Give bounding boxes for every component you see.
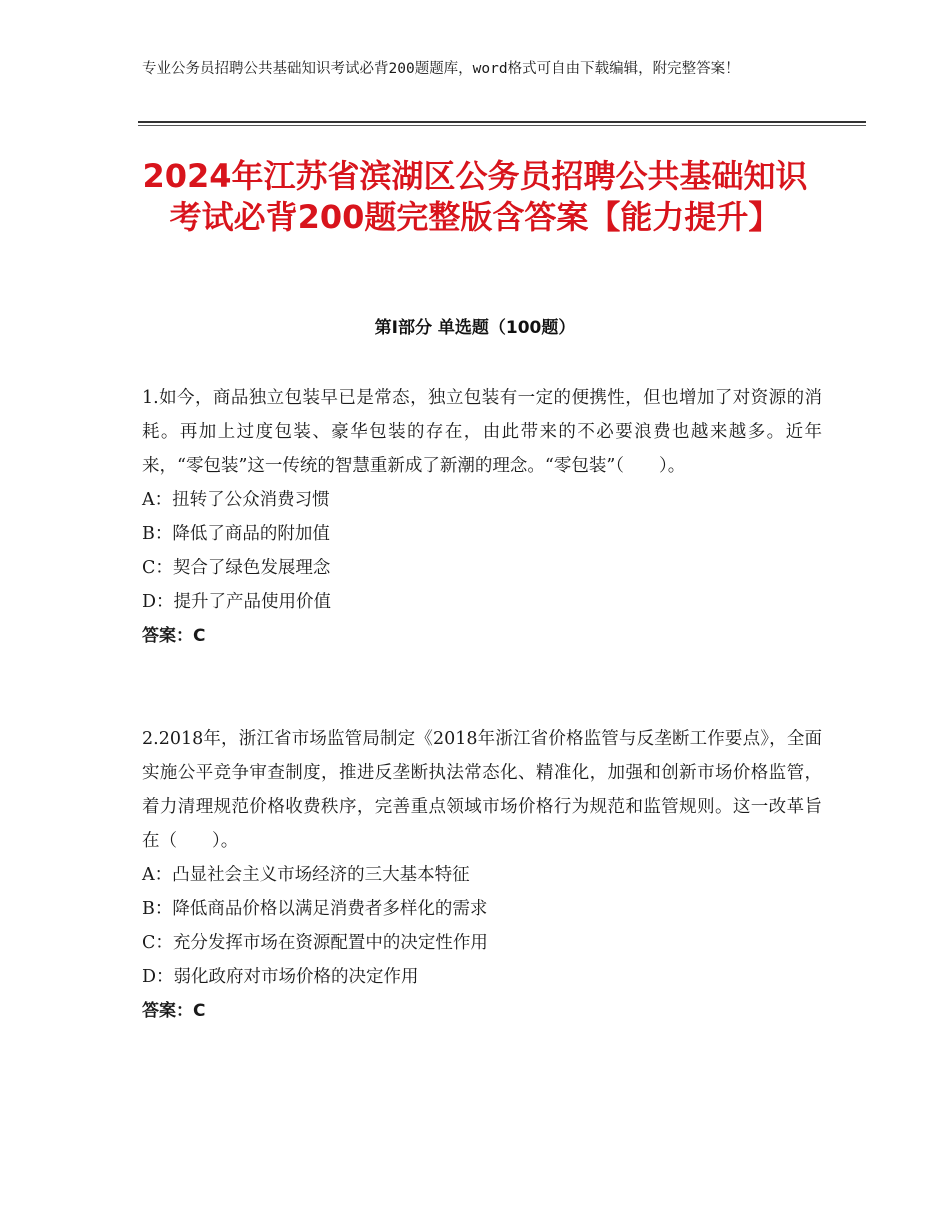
header-divider-thin (138, 125, 866, 126)
option-list (142, 858, 822, 994)
document-title: 2024年江苏省滨湖区公务员招聘公共基础知识考试必背200题完整版含答案【能力提升】 (142, 157, 808, 236)
question-stem: 2.2018年，浙江省市场监管局制定《2018年浙江省价格监管与反垄断工作要点》，全面实施公平竞争审查制度，推进反垄断执法常态化、精准化，加强和创新市场价格监管，着力清理规范价格收费秩序，完善重点领域市场价格行为规范和监管规则。这一改革旨在（ ）。 (142, 729, 822, 851)
option-b: B：降低了商品的附加值 (142, 524, 330, 544)
question-1 (142, 381, 822, 653)
header-divider (138, 121, 866, 123)
question-stem: 1.如今，商品独立包装早已是常态，独立包装有一定的便携性，但也增加了对资源的消耗。再加上过度包装、豪华包装的存在，由此带来的不必要浪费也越来越多。近年来，“零包装”这一传统的智慧重新成了新潮的理念。“零包装”（ ）。 (142, 388, 822, 476)
option-a: A：扭转了公众消费习惯 (142, 490, 330, 510)
question-2 (142, 722, 822, 1028)
option-c: C：充分发挥市场在资源配置中的决定性作用 (142, 933, 488, 953)
option-d: D：弱化政府对市场价格的决定作用 (142, 967, 419, 987)
section-heading: 第Ⅰ部分 单选题（100题） (374, 318, 576, 338)
option-a: A：凸显社会主义市场经济的三大基本特征 (142, 865, 470, 885)
answer-line: 答案：C (142, 1001, 206, 1021)
answer-line: 答案：C (142, 626, 206, 646)
header-note: 专业公务员招聘公共基础知识考试必背200题题库，word格式可自由下载编辑，附完整答案！ (142, 61, 740, 77)
option-list (142, 483, 822, 619)
option-b: B：降低商品价格以满足消费者多样化的需求 (142, 899, 488, 919)
option-c: C：契合了绿色发展理念 (142, 558, 331, 578)
option-d: D：提升了产品使用价值 (142, 592, 332, 612)
